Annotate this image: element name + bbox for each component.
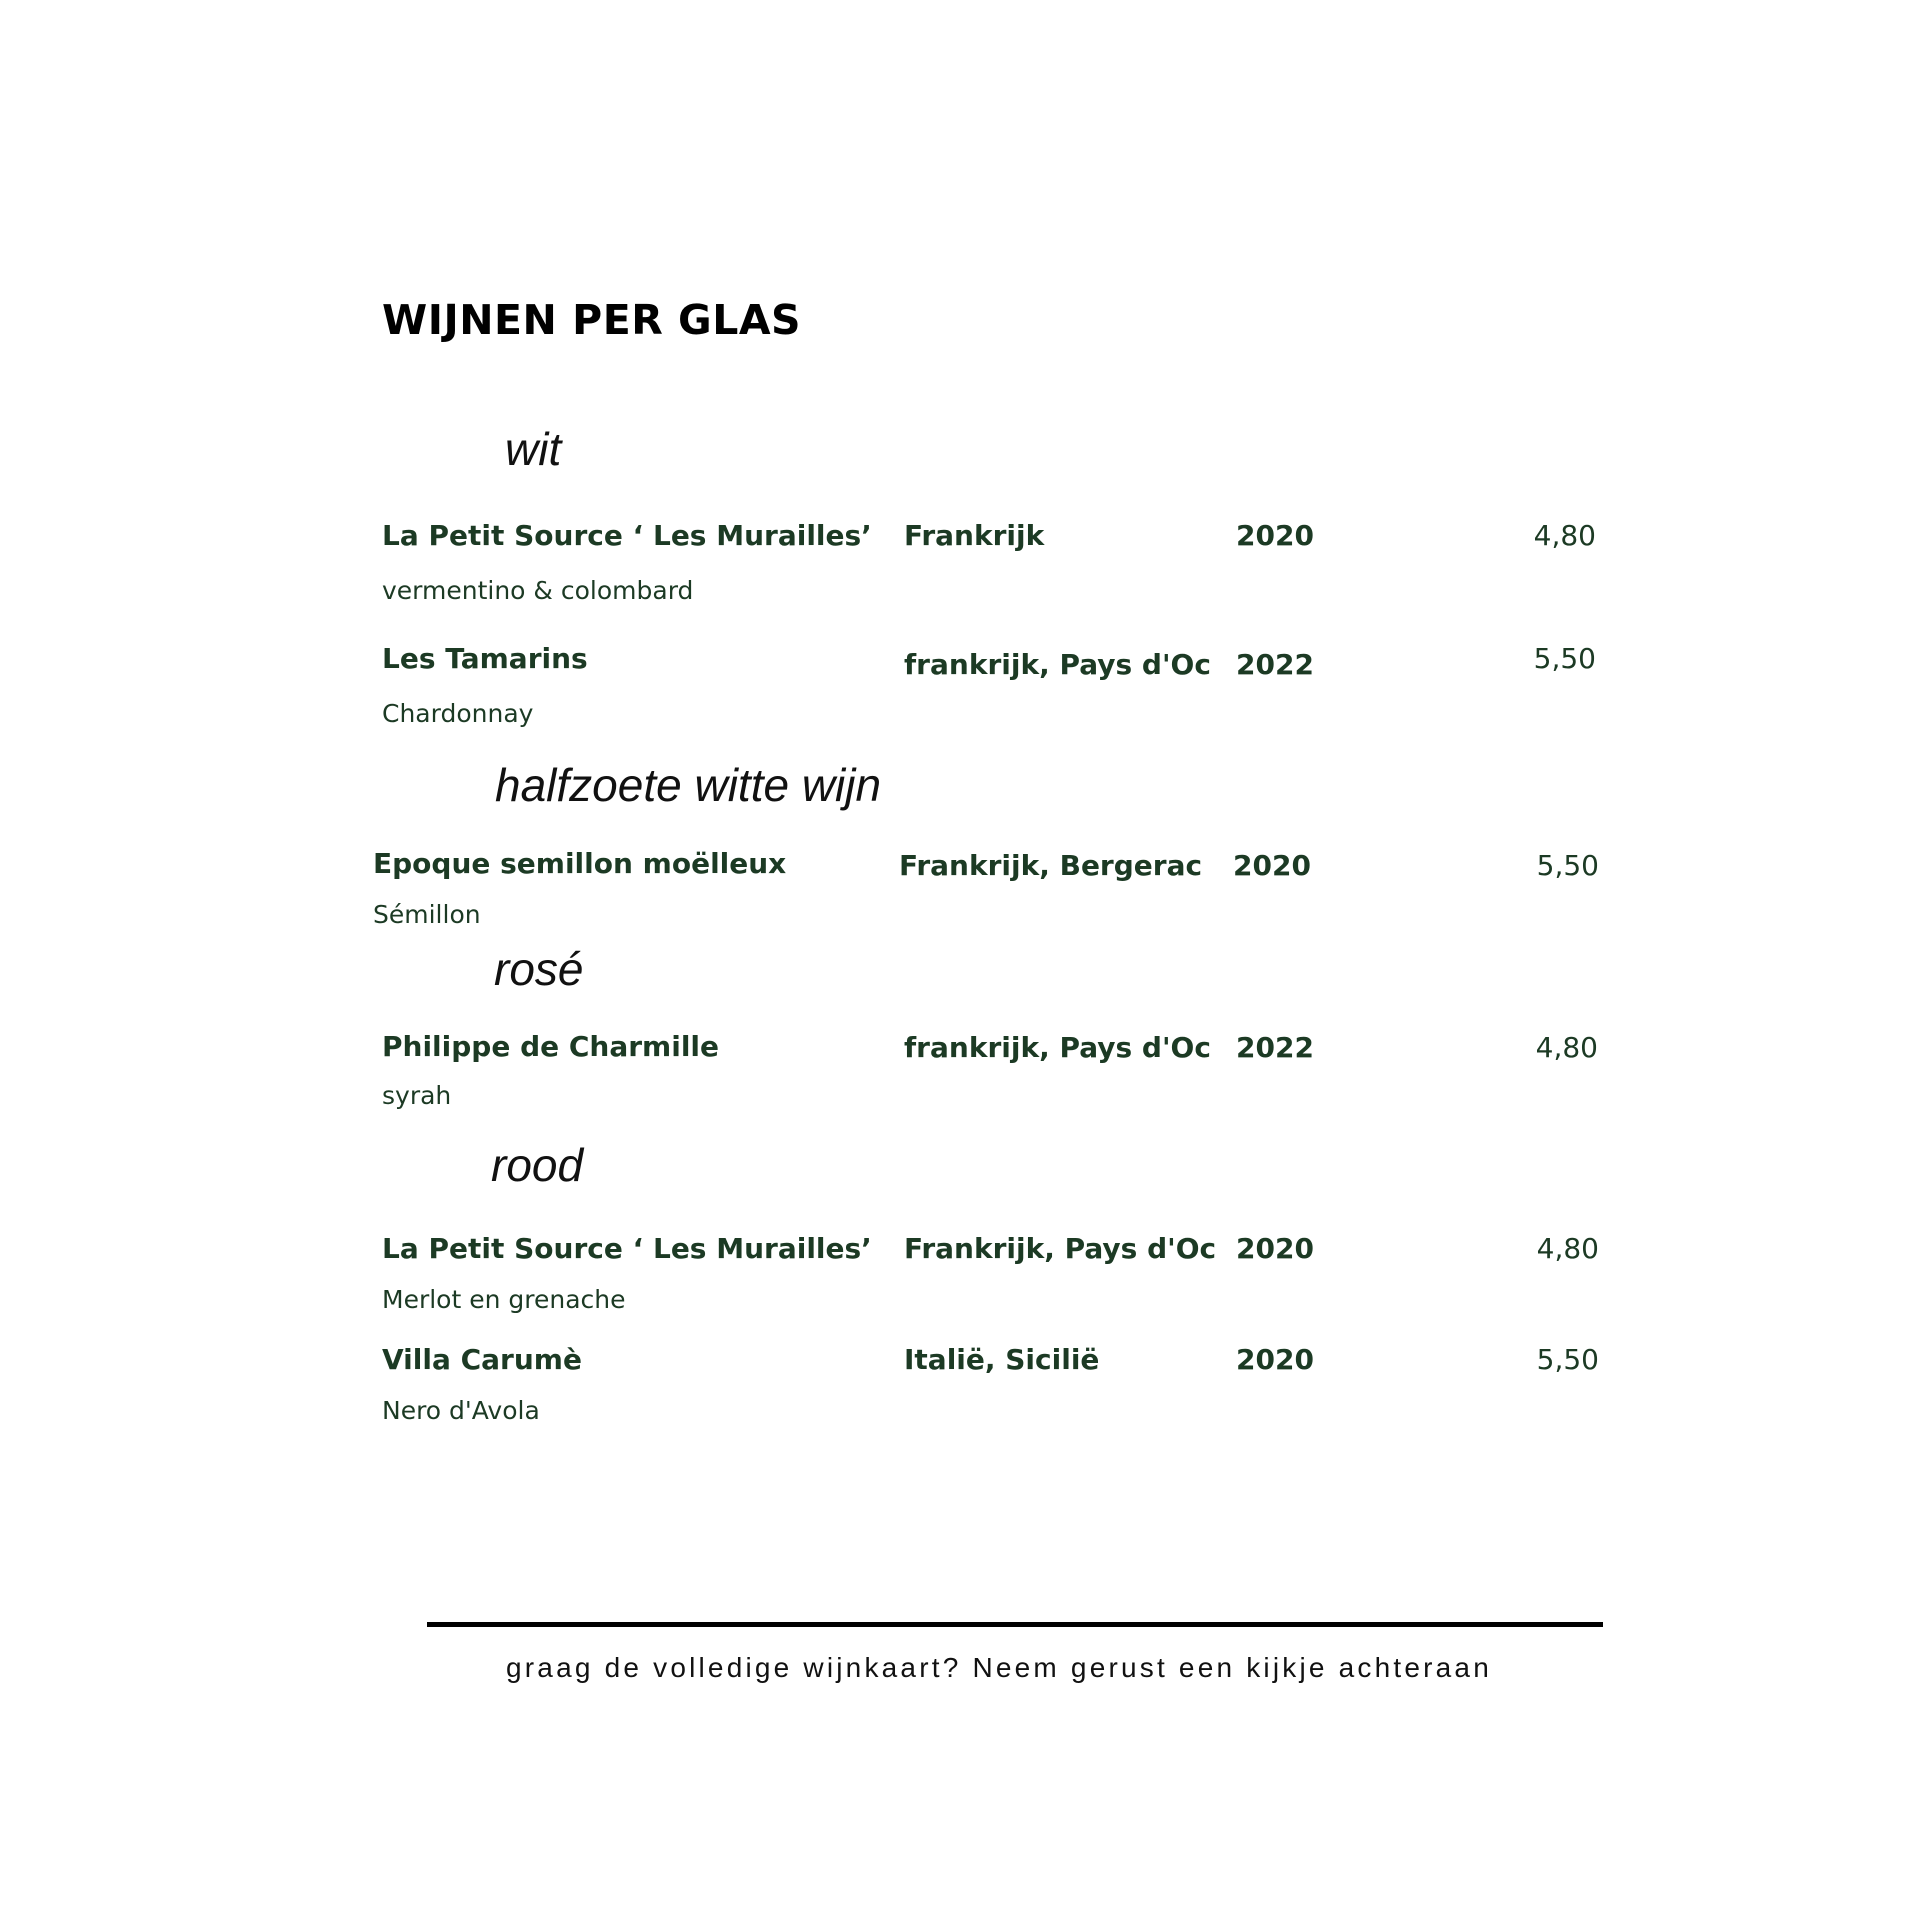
- section-heading-rood: rood: [491, 1139, 584, 1191]
- wine-name: Epoque semillon moëlleux: [373, 847, 787, 880]
- wine-grape: Nero d'Avola: [382, 1396, 540, 1425]
- wine-year: 2020: [1236, 519, 1314, 552]
- wine-name: Les Tamarins: [382, 642, 588, 675]
- section-heading-rose: rosé: [494, 943, 584, 995]
- wine-origin: Italië, Sicilië: [904, 1343, 1100, 1376]
- wine-grape: Chardonnay: [382, 699, 534, 728]
- wine-price: 4,80: [1535, 1031, 1598, 1064]
- wine-price: 5,50: [1533, 642, 1596, 675]
- footer-note: graag de volledige wijnkaart? Neem gerust een kijkje achteraan: [506, 1652, 1492, 1683]
- wine-name: Philippe de Charmille: [382, 1030, 719, 1063]
- wine-grape: syrah: [382, 1081, 452, 1110]
- wine-price: 5,50: [1536, 849, 1599, 882]
- wine-origin: Frankrijk, Bergerac: [899, 849, 1203, 882]
- wine-grape: Merlot en grenache: [382, 1285, 626, 1314]
- wine-name: La Petit Source ‘ Les Murailles’: [382, 1232, 872, 1265]
- page-title: WIJNEN PER GLAS: [382, 296, 802, 344]
- wine-price: 5,50: [1536, 1343, 1599, 1376]
- wine-year: 2022: [1236, 1031, 1314, 1064]
- wine-year: 2020: [1236, 1232, 1314, 1265]
- wine-price: 4,80: [1533, 519, 1596, 552]
- wine-origin: Frankrijk, Pays d'Oc: [904, 1232, 1217, 1265]
- wine-price: 4,80: [1536, 1232, 1599, 1265]
- wine-year: 2020: [1233, 849, 1311, 882]
- wine-name: Villa Carumè: [382, 1343, 582, 1376]
- wine-grape: vermentino & colombard: [382, 576, 694, 605]
- section-heading-halfzoet: halfzoete witte wijn: [495, 759, 882, 811]
- section-heading-wit: wit: [505, 423, 562, 475]
- wine-year: 2020: [1236, 1343, 1314, 1376]
- wine-origin: Frankrijk: [904, 519, 1045, 552]
- wine-origin: frankrijk, Pays d'Oc: [904, 648, 1211, 681]
- wine-name: La Petit Source ‘ Les Murailles’: [382, 519, 872, 552]
- wine-origin: frankrijk, Pays d'Oc: [904, 1031, 1211, 1064]
- wine-grape: Sémillon: [373, 900, 481, 929]
- footer-divider: [427, 1622, 1603, 1627]
- wine-year: 2022: [1236, 648, 1314, 681]
